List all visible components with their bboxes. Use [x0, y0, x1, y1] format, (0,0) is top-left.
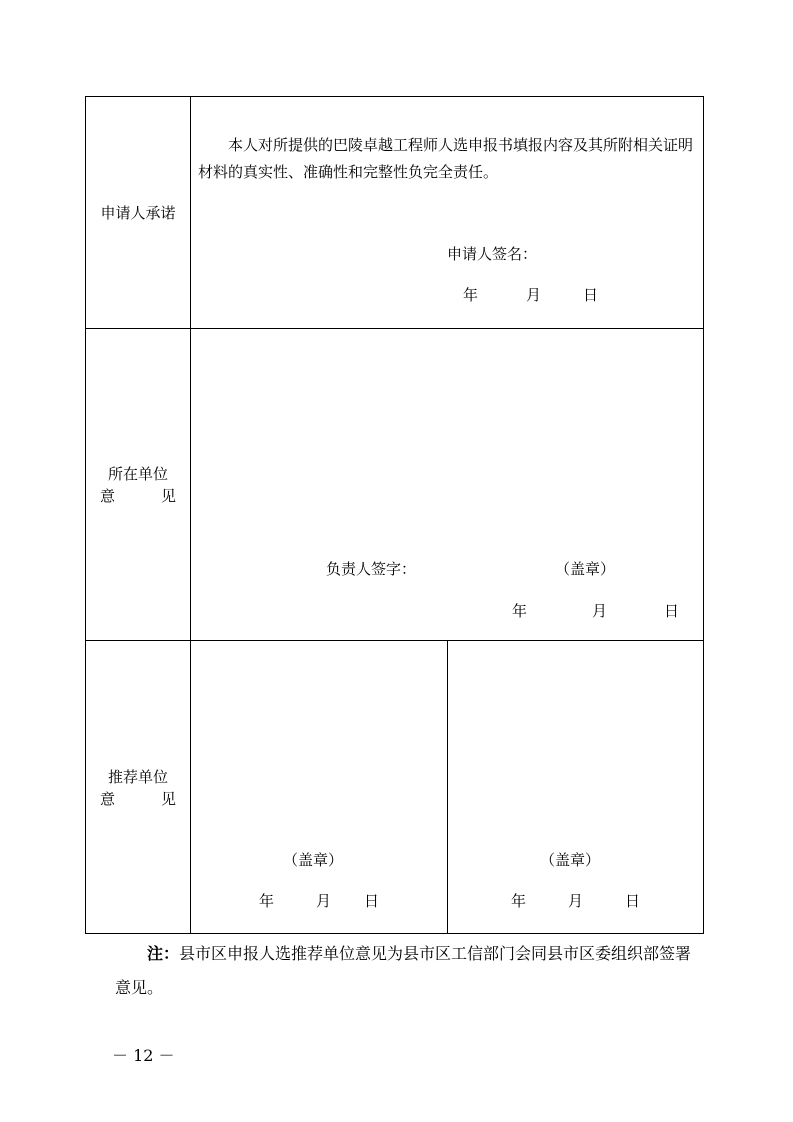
unit-opinion-label-line1: 所在单位	[107, 465, 168, 483]
recommend-opinion-label	[100, 766, 176, 810]
recommend-opinion-label-yi: 意	[100, 790, 116, 808]
recommend-left-date-year: 年	[259, 892, 275, 910]
unit-opinion-label-jian: 见	[160, 487, 176, 505]
responsible-person-signature-label: 负责人签字：	[326, 560, 417, 578]
recommend-opinion-label-jian: 见	[160, 790, 176, 808]
commitment-statement: 本人对所提供的巴陵卓越工程师人选申报书填报内容及其所附相关证明材料的真实性、准确性和完整性负完全责任。	[198, 136, 694, 181]
recommend-left-seal-label: （盖章）	[283, 851, 344, 869]
unit-seal-label: （盖章）	[555, 560, 616, 578]
recommend-right-date-day: 日	[625, 892, 641, 910]
recommend-right-date-month: 月	[568, 892, 584, 910]
recommend-opinion-label-line1: 推荐单位	[107, 768, 168, 786]
row-divider-1	[85, 328, 704, 329]
unit-opinion-label-line2	[100, 485, 176, 507]
applicant-date-day: 日	[583, 286, 599, 304]
footnote-text: 县市区申报人选推荐单位意见为县市区工信部门会同县市区委组织部签署意见。	[115, 944, 692, 997]
footnote-prefix: 注：	[147, 944, 180, 963]
unit-date-month: 月	[592, 602, 608, 620]
applicant-date-year: 年	[463, 286, 479, 304]
unit-date-day: 日	[664, 602, 680, 620]
unit-opinion-label	[100, 463, 176, 507]
recommend-left-date-day: 日	[364, 892, 380, 910]
recommend-right-seal-label: （盖章）	[540, 851, 601, 869]
footnote	[115, 937, 705, 1005]
applicant-date-month: 月	[526, 286, 542, 304]
unit-opinion-label-yi: 意	[100, 487, 116, 505]
row-divider-2	[85, 640, 704, 641]
applicant-signature-label: 申请人签名：	[447, 245, 538, 263]
page-number: － 12 －	[112, 1046, 175, 1065]
recommend-right-date-year: 年	[511, 892, 527, 910]
unit-date-year: 年	[512, 602, 528, 620]
recommend-left-date-month: 月	[316, 892, 332, 910]
applicant-commitment-label: 申请人承诺	[100, 204, 176, 222]
label-column-divider	[190, 96, 191, 934]
recommend-opinion-label-line2	[100, 788, 176, 810]
recommend-column-divider	[447, 640, 448, 934]
